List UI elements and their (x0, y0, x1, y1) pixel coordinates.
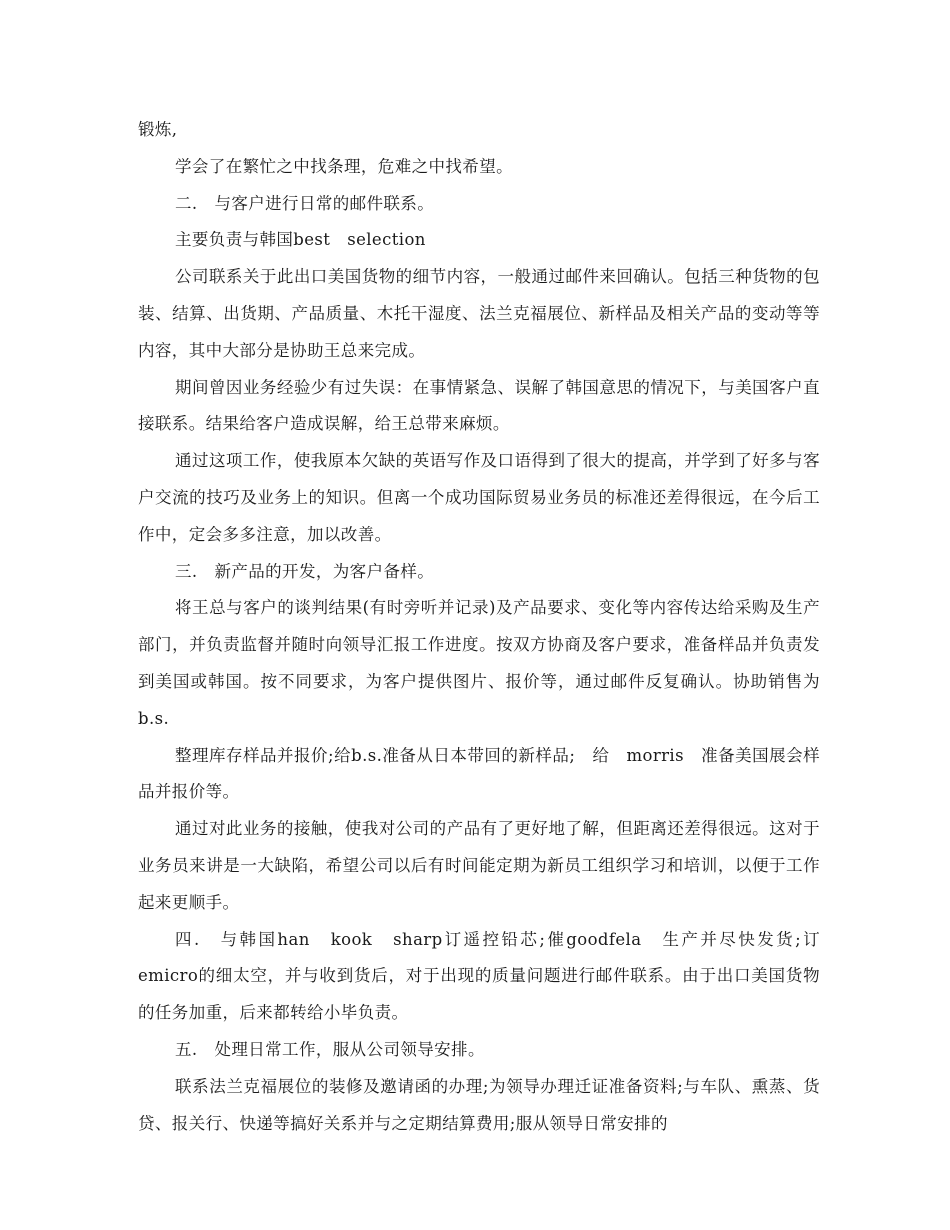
paragraph-2: 学会了在繁忙之中找条理，危难之中找希望。 (175, 156, 513, 176)
section-heading-5: 五. 处理日常工作，服从公司领导安排。 (175, 1039, 485, 1059)
section-heading-3: 三. 新产品的开发，为客户备样。 (175, 561, 435, 581)
paragraph-9: 将王总与客户的谈判结果(有时旁听并记录)及产品要求、变化等内容传达给采购及生产部门，并负责监督并随时向领导汇报工作进度。按双方协商及客户要求，准备样品并负责发到美国或韩国。按不同要求，为客户提供图片、报价等，通过邮件反复确认。协助销售为b.s. (138, 598, 820, 728)
paragraph-10: 整理库存样品并报价;给b.s.准备从日本带回的新样品; 给 morris 准备美国展会样品并报价等。 (138, 745, 820, 802)
paragraph-14: 联系法兰克福展位的装修及邀请函的办理;为领导办理迁证准备资料;与车队、熏蒸、货贷、报关行、快递等搞好关系并与之定期结算费用;服从领导日常安排的 (138, 1076, 820, 1133)
paragraph-6: 期间曾因业务经验少有过失误：在事情紧急、误解了韩国意思的情况下，与美国客户直接联系。结果给客户造成误解，给王总带来麻烦。 (138, 377, 820, 434)
section-heading-2: 二. 与客户进行日常的邮件联系。 (175, 193, 435, 213)
paragraph-7: 通过这项工作，使我原本欠缺的英语写作及口语得到了很大的提高，并学到了好多与客户交流的技巧及业务上的知识。但离一个成功国际贸易业务员的标准还差得很远，在今后工作中，定会多多注意，加以改善。 (138, 451, 820, 544)
paragraph-4: 主要负责与韩国best selection (175, 230, 426, 250)
paragraph-11: 通过对此业务的接触，使我对公司的产品有了更好地了解，但距离还差得很远。这对于业务员来讲是一大缺陷，希望公司以后有时间能定期为新员工组织学习和培训，以便于工作起来更顺手。 (138, 819, 820, 912)
paragraph-5: 公司联系关于此出口美国货物的细节内容，一般通过邮件来回确认。包括三种货物的包装、结算、出货期、产品质量、木托干湿度、法兰克福展位、新样品及相关产品的变动等等内容，其中大部分是协助王总来完成。 (138, 267, 820, 360)
section-heading-4: 四. 与韩国han kook sharp订遥控铅芯;催goodfela 生产并尽快发货;订emicro的细太空，并与收到货后，对于出现的质量问题进行邮件联系。由于出口美国货物的任务加重，后来都转给小毕负责。 (138, 929, 820, 1023)
document-body (138, 112, 820, 1142)
paragraph-1: 锻炼, (138, 120, 178, 139)
